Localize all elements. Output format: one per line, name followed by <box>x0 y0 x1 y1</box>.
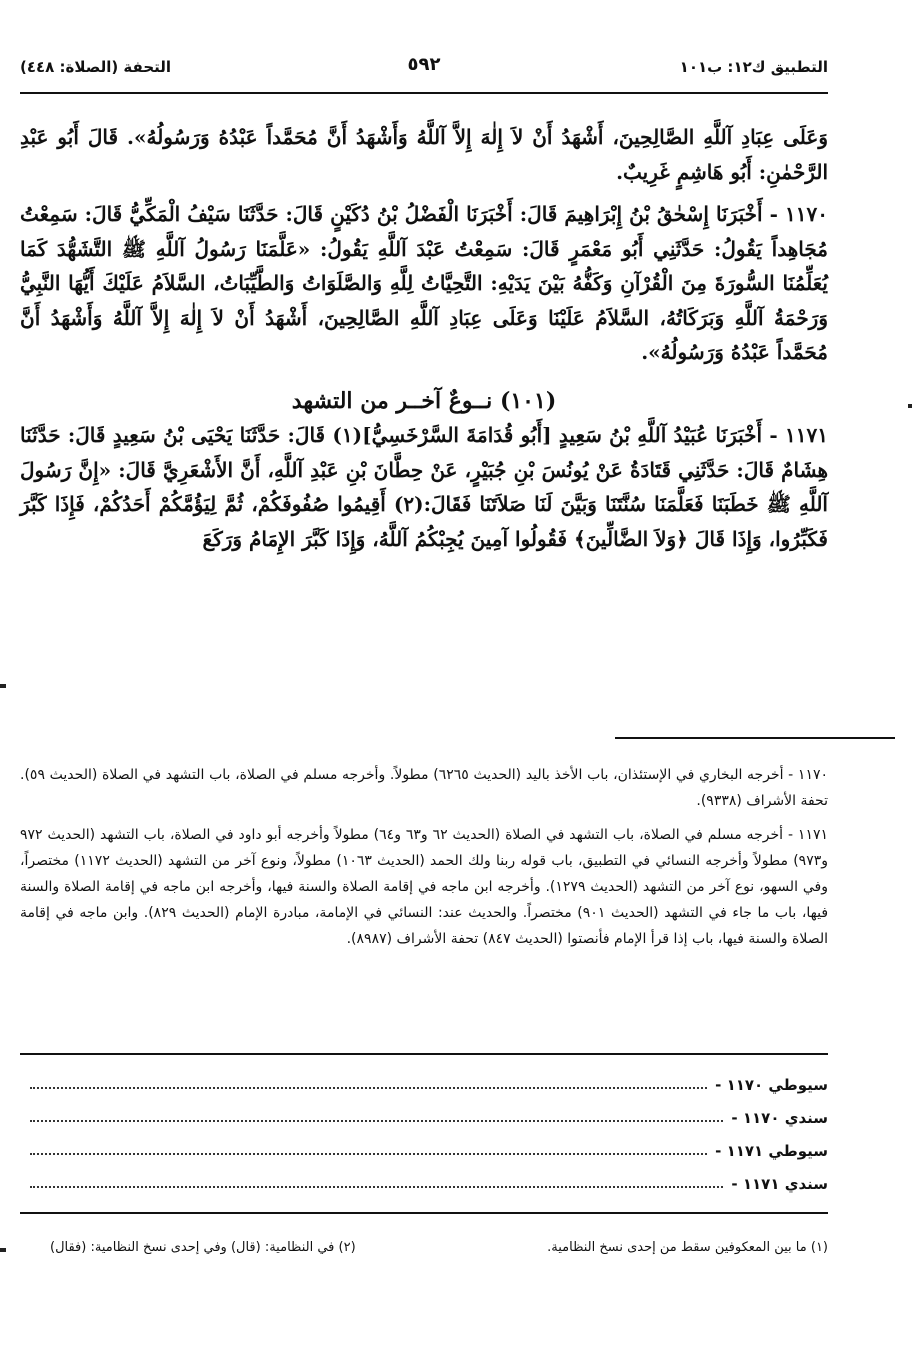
ref-label: سيوطي ١١٧٠ - <box>715 1075 828 1094</box>
header-tuhfa-ref: التحفة (الصلاة: ٤٤٨) <box>20 58 172 76</box>
dotted-leader <box>30 1087 707 1089</box>
takhrij-notes <box>20 762 828 960</box>
scan-edge-mark <box>908 404 912 408</box>
footnote-1: (١) ما بين المعكوفين سقط من إحدى نسخ النظامية. <box>547 1240 828 1255</box>
dotted-leader <box>30 1153 707 1155</box>
note-1170: ١١٧٠ - أخرجه البخاري في الإستئذان، باب الأخذ باليد (الحديث ٦٢٦٥) مطولاً. وأخرجه مسلم في الصلاة، باب التشهد في الصلاة (الحديث ٥٩). تحفة الأشراف (٩٣٣٨). <box>20 767 828 809</box>
ref-row <box>20 1068 828 1101</box>
footnote-2: (٢) في النظامية: (قال) وفي إحدى نسخ النظامية: (فقال) <box>50 1240 356 1255</box>
page-number: ٥٩٢ <box>407 54 441 75</box>
footnotes <box>20 1240 828 1264</box>
scan-edge-mark <box>0 1248 6 1252</box>
ref-label: سندي ١١٧٠ - <box>731 1108 828 1127</box>
ref-label: سندي ١١٧١ - <box>731 1174 828 1193</box>
page-header <box>20 54 828 88</box>
intro-paragraph: وَعَلَى عِبَادِ آللَّهِ الصَّالِحِينَ، أَشْهَدُ أَنْ لاَ إِلٰهَ إِلاَّ آللَّهُ وَأَشْهَدُ أَنَّ مُحَمَّداً عَبْدُهُ وَرَسُولُهُ». قَالَ أَبُو عَبْدِ الرَّحْمٰنِ: أَبُو هَاشِمٍ غَرِيبٌ. <box>20 125 828 184</box>
section-title: (١٠١) نــوعٌ آخــر من التشهد <box>291 387 557 414</box>
notes-separator <box>615 737 895 739</box>
ref-label: سيوطي ١١٧١ - <box>715 1141 828 1160</box>
footnote-separator <box>20 1212 828 1214</box>
dotted-leader <box>30 1186 723 1188</box>
note-1171: ١١٧١ - أخرجه مسلم في الصلاة، باب التشهد في الصلاة (الحديث ٦٢ و٦٣ و٦٤) مطولاً وأخرجه أبو داود في الصلاة، باب التشهد (الحديث ٩٧٢ و٩٧٣) مطولاً وأخرجه النسائي في التطبيق، باب قوله ربنا ولك الحمد (الحديث ١٠٦٣) مطولاً، ونوع آخر من التشهد (الحديث ١١٧٢) مختصراً، وفي السهو، نوع آخر من التشهد (الحديث ١٢٧٩). وأخرجه ابن ماجه في إقامة الصلاة والسنة فيها، وأخرجه ابن ماجه في إقامة الصلاة والسنة فيها، باب ما جاء في التشهد (الحديث ٩٠١) مختصراً. والحديث عند: النسائي في الإمامة، مبادرة الإمام (الحديث ٨٢٩). وابن ماجه في إقامة الصلاة والسنة فيها، باب إذا قرأ الإمام فأنصتوا (الحديث ٨٤٧) تحفة الأشراف (٨٩٨٧). <box>20 827 829 947</box>
refs-separator <box>20 1053 828 1055</box>
ref-row <box>20 1101 828 1134</box>
header-chapter-ref: التطبيق ك١٢: ب١٠١ <box>679 58 828 76</box>
dotted-leader <box>30 1120 723 1122</box>
ref-row <box>20 1134 828 1167</box>
header-rule <box>20 92 828 94</box>
main-text <box>20 120 828 556</box>
hadith-1170: ١١٧٠ - أَخْبَرَنَا إِسْحٰقُ بْنُ إِبْرَاهِيمَ قَالَ: أَخْبَرَنَا الْفَضْلُ بْنُ دُكَيْنٍ قَالَ: حَدَّثَنَا سَيْفُ الْمَكِّيُّ قَالَ: سَمِعْتُ مُجَاهِداً يَقُولُ: حَدَّثَنِي أَبُو مَعْمَرٍ قَالَ: سَمِعْتُ عَبْدَ آللَّهِ يَقُولُ: «عَلَّمَنَا رَسُولُ آللَّهِ ﷺ التَّشَهُّدَ كَمَا يُعَلِّمُنَا السُّورَةَ مِنَ الْقُرْآنِ وَكَفُّهُ بَيْنَ يَدَيْهِ: التَّحِيَّاتُ لِلَّهِ وَالصَّلَوَاتُ وَالطَّيِّبَاتُ، السَّلاَمُ عَلَيْكَ أَيُّهَا النَّبِيُّ وَرَحْمَةُ آللَّهِ وَبَرَكَاتُهُ، السَّلاَمُ عَلَيْنَا وَعَلَى عِبَادِ آللَّهِ الصَّالِحِينَ، أَشْهَدُ أَنْ لاَ إِلٰهَ إِلاَّ آللَّهُ وَأَشْهَدُ أَنَّ مُحَمَّداً عَبْدُهُ وَرَسُولُهُ». <box>20 202 828 364</box>
scan-edge-mark <box>0 684 6 688</box>
hadith-1171: ١١٧١ - أَخْبَرَنَا عُبَيْدُ آللَّهِ بْنُ سَعِيدٍ [أَبُو قُدَامَةَ السَّرْخَسِيُّ](١) قَالَ: حَدَّثَنَا يَحْيَى بْنُ سَعِيدٍ قَالَ: حَدَّثَنَا هِشَامٌ قَالَ: حَدَّثَنِي قَتَادَةُ عَنْ يُونُسَ بْنِ جُبَيْرٍ، عَنْ حِطَّانَ بْنِ عَبْدِ آللَّهِ، أَنَّ الأَشْعَرِيَّ قَالَ: «إِنَّ رَسُولَ آللَّهِ ﷺ خَطَبَنَا فَعَلَّمَنَا سُنَّتَنَا وَبَيَّنَ لَنَا صَلاَتَنَا فَقَالَ:(٢) أَقِيمُوا صُفُوفَكُمْ، ثُمَّ لِيَؤُمَّكُمْ أَحَدُكُمْ، فَإِذَا كَبَّرَ فَكَبِّرُوا، وَإِذَا قَالَ ﴿وَلاَ الضَّالِّينَ﴾ فَقُولُوا آمِينَ يُجِبْكُمُ آللَّهُ، وَإِذَا كَبَّرَ الإِمَامُ وَرَكَعَ <box>20 423 828 551</box>
ref-row <box>20 1167 828 1200</box>
commentary-refs <box>20 1068 828 1200</box>
